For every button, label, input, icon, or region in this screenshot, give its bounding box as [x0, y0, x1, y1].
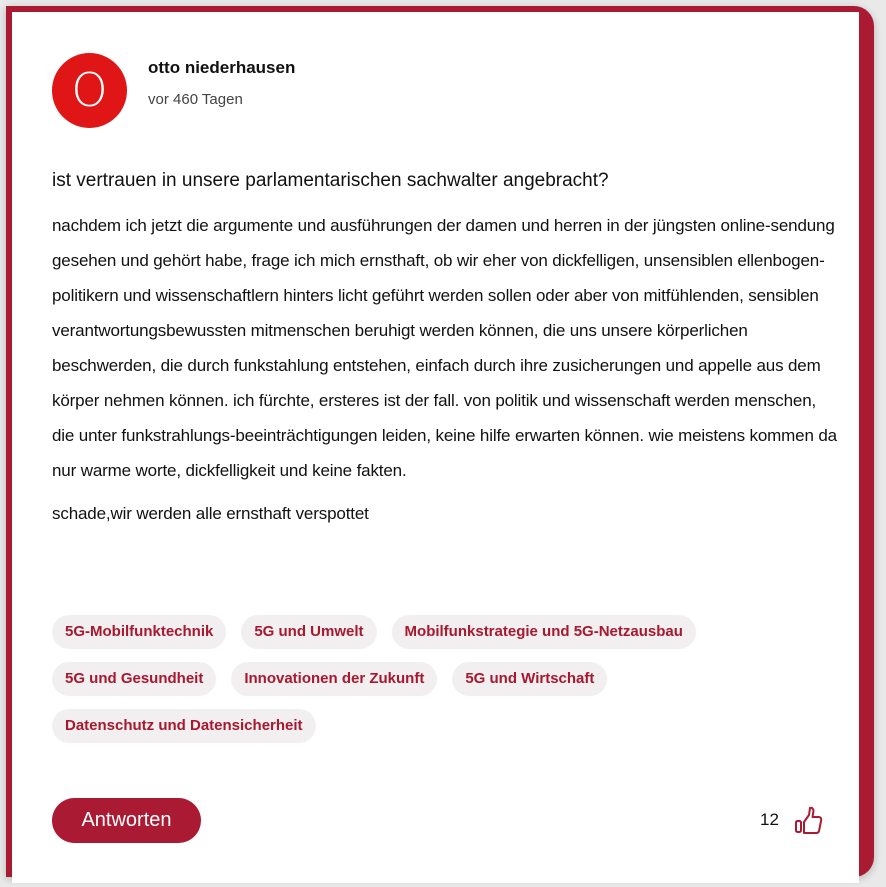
tag-innovationen-der-zukunft[interactable]: Innovationen der Zukunft	[231, 662, 437, 696]
like-button[interactable]	[794, 804, 824, 836]
topic-tags	[52, 615, 812, 743]
avatar: O	[52, 53, 127, 128]
tag-datenschutz[interactable]: Datenschutz und Datensicherheit	[52, 709, 316, 743]
tag-5g-und-gesundheit[interactable]: 5G und Gesundheit	[52, 662, 216, 696]
author-name: otto niederhausen	[148, 58, 296, 77]
post-timestamp: vor 460 Tagen	[148, 91, 243, 108]
tag-5g-mobilfunktechnik[interactable]: 5G-Mobilfunktechnik	[52, 615, 226, 649]
thumbs-up-icon	[794, 804, 824, 836]
comment-card-frame	[6, 6, 874, 877]
like-count: 12	[760, 810, 779, 829]
tag-mobilfunkstrategie[interactable]: Mobilfunkstrategie und 5G-Netzausbau	[392, 615, 696, 649]
post-body	[52, 208, 842, 531]
post-paragraph: schade,wir werden alle ernsthaft verspottet	[52, 504, 369, 523]
comment-card	[12, 12, 859, 883]
reply-button[interactable]: Antworten	[52, 798, 201, 843]
post-title: ist vertrauen in unsere parlamentarischen sachwalter angebracht?	[52, 170, 609, 191]
tag-5g-und-wirtschaft[interactable]: 5G und Wirtschaft	[452, 662, 607, 696]
post-paragraph: nachdem ich jetzt die argumente und ausführungen der damen und herren in der jüngsten online-sendung gesehen und gehört habe, frage ich mich ernsthaft, ob wir eher von dickfelligen, unsensiblen ellenbogen-politikern und wissenschaftlern hinters licht geführt werden sollen oder aber von mitfühlenden, sensiblen verantwortungsbewussten mitmenschen beruhigt werden können, die uns unsere körperlichen beschwerden, die durch funkstahlung entstehen, einfach durch ihre zusicherungen und appelle aus dem körper nehmen können. ich fürchte, ersteres ist der fall. von politik und wissenschaft werden menschen, die unter funkstrahlungs-beeinträchtigungen leiden, keine hilfe erwarten können. wie meistens kommen da nur warme worte, dickfelligkeit und keine fakten.	[52, 216, 837, 480]
tag-5g-und-umwelt[interactable]: 5G und Umwelt	[241, 615, 376, 649]
